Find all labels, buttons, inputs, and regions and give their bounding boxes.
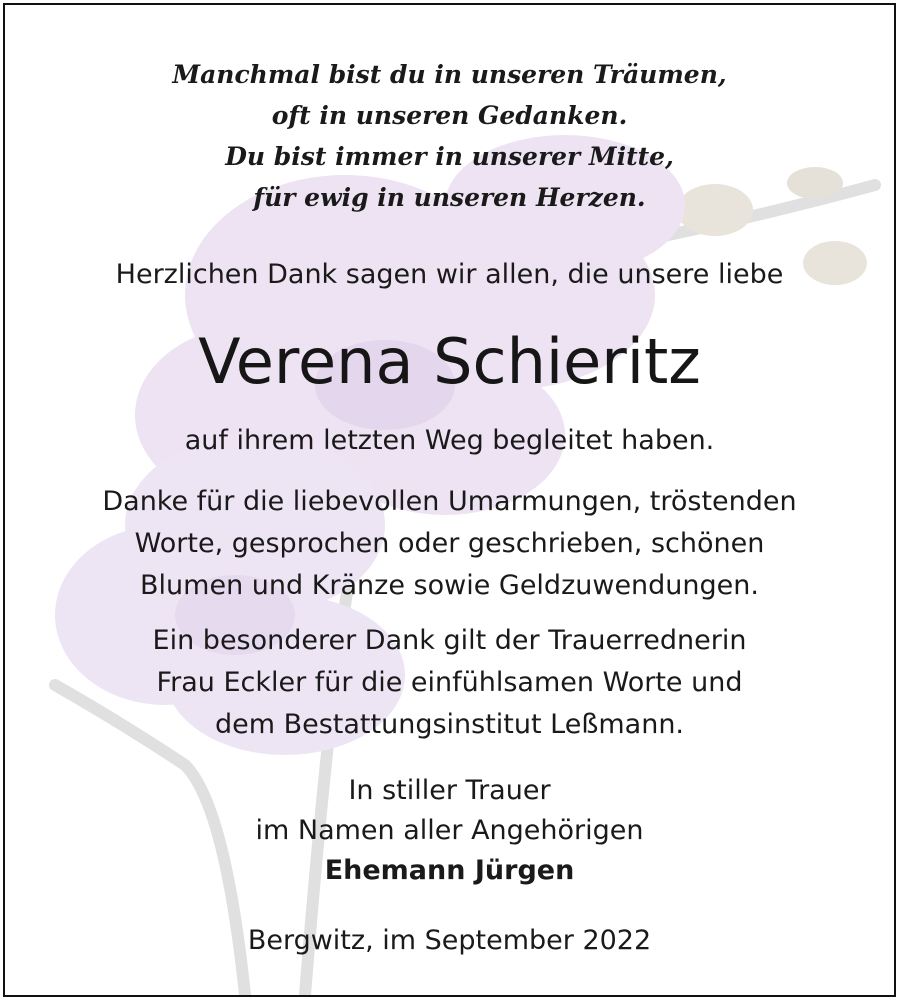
- thanks-line: Blumen und Kränze sowie Geldzuwendungen.: [140, 570, 759, 601]
- obituary-card: [3, 3, 896, 997]
- obituary-text: [5, 5, 894, 995]
- signatory: Ehemann Jürgen: [324, 855, 575, 886]
- poem-line: Manchmal bist du in unseren Träumen,: [172, 60, 727, 89]
- place-date: Bergwitz, im September 2022: [247, 925, 652, 956]
- thanks-line: Danke für die liebevollen Umarmungen, tröstenden: [102, 486, 797, 517]
- intro-text: Herzlichen Dank sagen wir allen, die unsere liebe: [115, 259, 784, 290]
- special-thanks-line: Ein besonderer Dank gilt der Trauerrednerin: [152, 625, 747, 656]
- special-thanks-line: dem Bestattungsinstitut Leßmann.: [214, 709, 685, 740]
- special-thanks-line: Frau Eckler für die einfühlsamen Worte und: [156, 667, 743, 698]
- mourning-line: im Namen aller Angehörigen: [255, 815, 644, 846]
- after-name-text: auf ihrem letzten Weg begleitet haben.: [184, 425, 715, 456]
- poem-line: Du bist immer in unserer Mitte,: [225, 142, 674, 171]
- thanks-line: Worte, gesprochen oder geschrieben, schönen: [134, 528, 765, 559]
- mourning-line: In stiller Trauer: [348, 775, 551, 806]
- poem-line: oft in unseren Gedanken.: [271, 101, 628, 130]
- poem-line: für ewig in unseren Herzen.: [253, 183, 646, 212]
- deceased-name: Verena Schieritz: [198, 325, 701, 398]
